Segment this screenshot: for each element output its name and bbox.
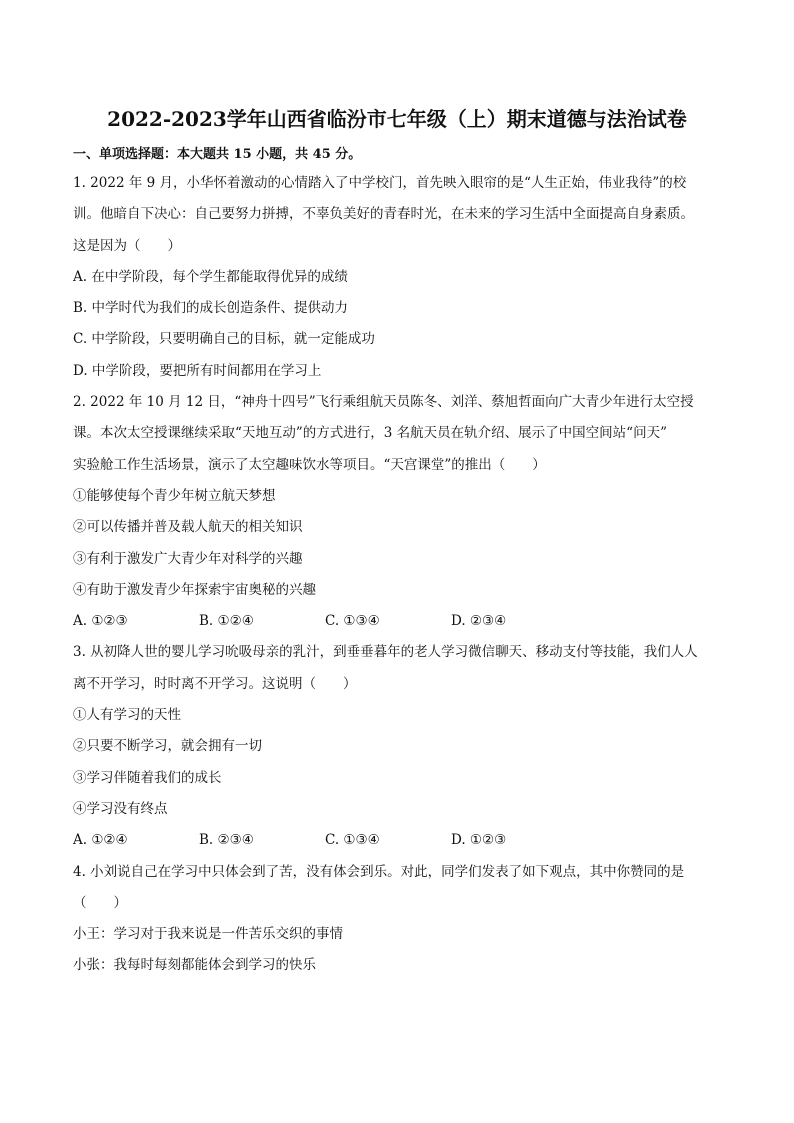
question-text-line: 这是因为（ ）: [73, 237, 181, 254]
section-header: 一、单项选择题：本大题共 15 小题，共 45 分。: [73, 147, 362, 162]
answer-choice-a: A. ①②③: [73, 613, 128, 630]
question-1: [73, 168, 723, 387]
answer-choices-row: [73, 825, 723, 856]
question-4: [73, 857, 723, 982]
question-text-line: 实验舱工作生活场景，演示了太空趣味饮水等项目。“天宫课堂”的推出（ ）: [73, 456, 546, 473]
question-text-line: 2. 2022 年 10 月 12 日，“神舟十四号”飞行乘组航天员陈冬、刘洋、蔡旭哲面向广大青少年进行太空授: [73, 394, 694, 411]
answer-choice-b: B. ①②④: [199, 613, 254, 630]
question-text-line: （ ）: [73, 894, 127, 911]
statement-item: 小王：学习对于我来说是一件苦乐交织的事情: [73, 926, 343, 943]
page-title: 2022-2023学年山西省临汾市七年级（上）期末道德与法治试卷: [107, 107, 687, 131]
statement-item: ①能够使每个青少年树立航天梦想: [73, 487, 276, 504]
answer-choice-a: A. ①②④: [73, 832, 128, 849]
statement-item: ④有助于激发青少年探索宇宙奥秘的兴趣: [73, 581, 316, 598]
question-text-line: 4. 小刘说自己在学习中只体会到了苦，没有体会到乐。对此，同学们发表了如下观点，其中你赞同的是: [73, 863, 685, 880]
answer-choice-d: D. ②③④: [451, 613, 507, 630]
statement-item: ③学习伴随着我们的成长: [73, 769, 222, 786]
question-list: [73, 168, 723, 982]
answer-choice-d: D. 中学阶段，要把所有时间都用在学习上: [73, 362, 322, 379]
answer-choice-b: B. 中学时代为我们的成长创造条件、提供动力: [73, 300, 349, 317]
question-text-line: 课。本次太空授课继续采取“天地互动”的方式进行，3 名航天员在轨介绍、展示了中国空间站“问天”: [73, 425, 667, 442]
answer-choice-c: C. ①③④: [325, 832, 380, 849]
answer-choice-a: A. 在中学阶段，每个学生都能取得优异的成绩: [73, 268, 348, 285]
answer-choice-c: C. ①③④: [325, 613, 380, 630]
question-text-line: 训。他暗自下决心：自己要努力拼搏，不辜负美好的青春时光，在未来的学习生活中全面提高自身素质。: [73, 206, 694, 223]
question-2: [73, 387, 723, 637]
answer-choices-row: [73, 606, 723, 637]
question-text-line: 1. 2022 年 9 月，小华怀着激动的心情踏入了中学校门，首先映入眼帘的是“人生正始，伟业我待”的校: [73, 175, 687, 191]
question-text-line: 离不开学习，时时离不开学习。这说明（ ）: [73, 675, 357, 692]
question-3: [73, 637, 723, 856]
answer-choice-b: B. ②③④: [199, 832, 254, 849]
statement-item: ③有利于激发广大青少年对科学的兴趣: [73, 550, 303, 567]
statement-item: ②可以传播并普及载人航天的相关知识: [73, 519, 303, 536]
answer-choice-c: C. 中学阶段，只要明确自己的目标，就一定能成功: [73, 331, 375, 348]
statement-item: 小张：我每时每刻都能体会到学习的快乐: [73, 957, 316, 974]
statement-item: ④学习没有终点: [73, 800, 168, 817]
question-text-line: 3. 从初降人世的婴儿学习吮吸母亲的乳汁，到垂垂暮年的老人学习微信聊天、移动支付等技能，我们人人: [73, 644, 698, 661]
answer-choice-d: D. ①②③: [451, 832, 507, 849]
statement-item: ①人有学习的天性: [73, 707, 181, 724]
statement-item: ②只要不断学习，就会拥有一切: [73, 738, 262, 755]
